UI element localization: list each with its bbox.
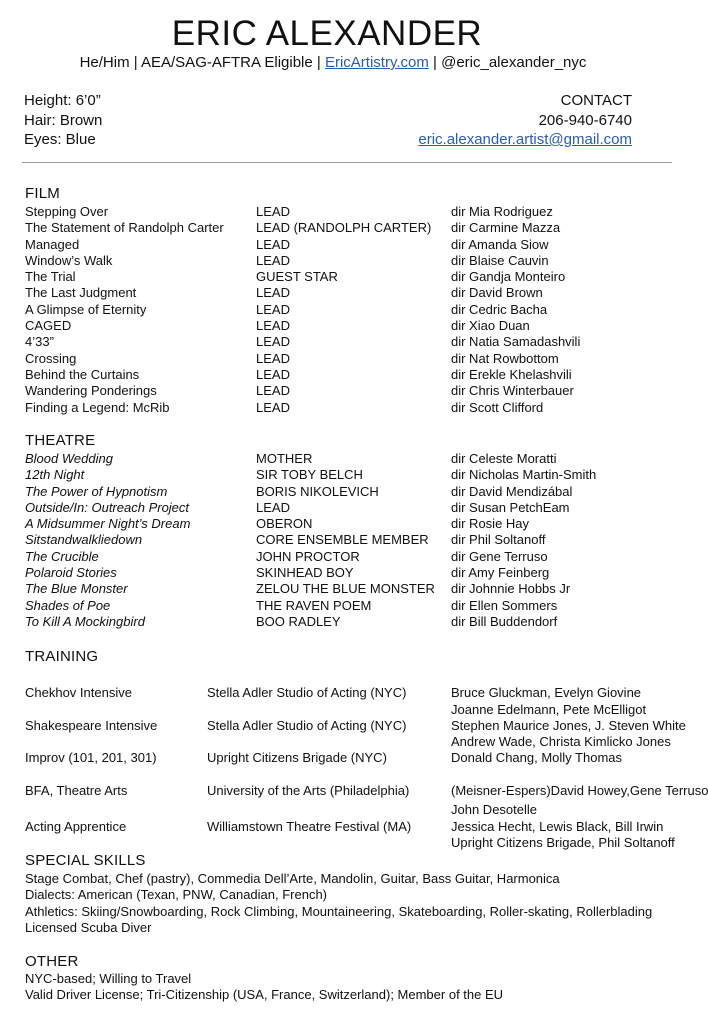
eyes-stat: Eyes: Blue [24, 131, 96, 148]
play-title: Outside/In: Outreach Project [25, 499, 190, 515]
skill-line: Licensed Scuba Diver [25, 919, 152, 935]
training-teachers: Bruce Gluckman, Evelyn Giovine [451, 685, 642, 700]
film-director: dir Nat Rowbottom [451, 350, 559, 366]
training-teachers: Stephen Maurice Jones, J. Steven White [451, 718, 686, 733]
film-title: 4’33” [25, 334, 54, 350]
training-teachers: John Desotelle [451, 802, 537, 817]
play-director: dir Phil Soltanoff [451, 532, 546, 548]
play-title: A Midsummer Night’s Dream [25, 516, 191, 532]
play-role: THE RAVEN POEM [256, 597, 372, 613]
play-director: dir Amy Feinberg [451, 565, 550, 581]
film-role: LEAD [256, 301, 290, 317]
play-role: CORE ENSEMBLE MEMBER [256, 532, 429, 548]
play-director: dir Celeste Moratti [451, 451, 557, 466]
skill-line: Stage Combat, Chef (pastry), Commedia Dell’Arte, Mandolin, Guitar, Bass Guitar, Harmonica [25, 871, 560, 886]
training-program: Chekhov Intensive [25, 685, 132, 700]
film-title: Managed [25, 236, 80, 252]
play-role: LEAD [256, 499, 290, 515]
play-role: BOO RADLEY [256, 613, 341, 629]
training-school: Stella Adler Studio of Acting (NYC) [207, 685, 407, 700]
film-role: LEAD [256, 334, 290, 350]
play-role: SIR TOBY BELCH [256, 467, 363, 483]
skill-line: Dialects: American (Texan, PNW, Canadian, French) [25, 887, 328, 903]
film-role: LEAD [256, 285, 290, 301]
film-role: LEAD [256, 204, 290, 219]
training-program: Acting Apprentice [25, 819, 127, 834]
film-title: Stepping Over [25, 204, 109, 219]
film-title: Window’s Walk [25, 252, 113, 268]
film-title: The Statement of Randolph Carter [25, 220, 224, 236]
film-director: dir Scott Clifford [451, 399, 544, 415]
training-program: Shakespeare Intensive [25, 718, 158, 733]
film-role: LEAD [256, 399, 290, 415]
play-title: To Kill A Mockingbird [25, 613, 145, 629]
contact-label: CONTACT [560, 92, 632, 109]
film-director: dir Erekle Khelashvili [451, 366, 572, 382]
film-role: LEAD (RANDOLPH CARTER) [256, 220, 432, 236]
hair-stat: Hair: Brown [24, 111, 103, 129]
play-title: 12th Night [25, 467, 85, 483]
play-director: dir Rosie Hay [451, 516, 530, 532]
skills-heading: SPECIAL SKILLS [25, 852, 146, 869]
contact-block [418, 91, 632, 150]
film-heading: FILM [25, 185, 60, 202]
other-line: Valid Driver License; Tri-Citizenship (USA, France, Switzerland); Member of the EU [25, 987, 504, 1003]
play-role: SKINHEAD BOY [256, 565, 354, 581]
film-director: dir David Brown [451, 285, 543, 301]
film-director: dir Blaise Cauvin [451, 252, 549, 268]
training-school: Upright Citizens Brigade (NYC) [207, 750, 387, 765]
film-director: dir Amanda Siow [451, 236, 549, 252]
training-teachers: Joanne Edelmann, Pete McElligot [451, 702, 647, 717]
film-title: The Trial [25, 269, 76, 285]
play-role: BORIS NIKOLEVICH [256, 483, 379, 499]
play-title: The Crucible [25, 548, 99, 564]
social-handle: | @eric_alexander_nyc [433, 54, 587, 71]
film-role: LEAD [256, 350, 290, 366]
other-line: NYC-based; Willing to Travel [25, 971, 192, 986]
other-heading: OTHER [25, 953, 79, 970]
play-title: Sitstandwalkliedown [25, 532, 143, 548]
film-title: Finding a Legend: McRib [25, 399, 170, 415]
other-list [25, 971, 503, 1004]
play-role: ZELOU THE BLUE MONSTER [256, 581, 435, 597]
header-divider [22, 162, 672, 163]
film-director: dir Gandja Monteiro [451, 269, 566, 285]
play-title: The Power of Hypnotism [25, 483, 168, 499]
play-director: dir Nicholas Martin-Smith [451, 467, 597, 483]
website-link[interactable]: EricArtistry.com [324, 54, 429, 71]
play-director: dir Susan PetchEam [451, 499, 570, 515]
film-role: LEAD [256, 366, 290, 382]
film-director: dir Mia Rodriguez [451, 204, 553, 219]
header-subline [0, 53, 666, 73]
film-role: GUEST STAR [256, 269, 338, 285]
training-school: University of the Arts (Philadelphia) [207, 783, 410, 798]
play-director: dir Gene Terruso [451, 548, 548, 564]
film-title: Crossing [25, 350, 77, 366]
play-role: JOHN PROCTOR [256, 548, 360, 564]
training-teachers: Andrew Wade, Christa Kimlicko Jones [451, 734, 671, 749]
film-director: dir Carmine Mazza [451, 220, 561, 236]
film-title: Behind the Curtains [25, 366, 140, 382]
film-title: The Last Judgment [25, 285, 137, 301]
theatre-heading: THEATRE [25, 432, 96, 449]
film-role: LEAD [256, 383, 290, 399]
training-teachers: (Meisner-Espers)David Howey,Gene Terruso [451, 783, 708, 798]
film-director: dir Xiao Duan [451, 318, 530, 334]
play-title: Shades of Poe [25, 597, 111, 613]
training-heading: TRAINING [25, 648, 99, 665]
resume-name: ERIC ALEXANDER [171, 14, 483, 53]
play-title: Blood Wedding [25, 451, 113, 466]
film-title: CAGED [25, 318, 72, 334]
film-director: dir Natia Samadashvili [451, 334, 581, 350]
physical-stats [24, 91, 102, 150]
skill-line: Athletics: Skiing/Snowboarding, Rock Climbing, Mountaineering, Skateboarding, Roller-skating, Rollerblading [25, 903, 653, 919]
film-role: LEAD [256, 252, 290, 268]
play-director: dir David Mendizábal [451, 483, 573, 499]
play-director: dir Johnnie Hobbs Jr [451, 581, 571, 597]
film-director: dir Chris Winterbauer [451, 383, 574, 399]
contact-email-link[interactable]: eric.alexander.artist@gmail.com [418, 131, 632, 148]
play-director: dir Bill Buddendorf [451, 613, 558, 629]
training-teachers: Donald Chang, Molly Thomas [451, 750, 623, 765]
play-director: dir Ellen Sommers [451, 597, 558, 613]
film-title: A Glimpse of Eternity [25, 301, 147, 317]
contact-phone: 206-940-6740 [538, 111, 632, 129]
play-title: Polaroid Stories [25, 565, 117, 581]
film-role: LEAD [256, 318, 290, 334]
play-title: The Blue Monster [25, 581, 128, 597]
training-program: Improv (101, 201, 301) [25, 750, 157, 765]
training-teachers: Upright Citizens Brigade, Phil Soltanoff [451, 835, 675, 850]
film-title: Wandering Ponderings [25, 383, 157, 399]
film-director: dir Cedric Bacha [451, 301, 548, 317]
training-school: Williamstown Theatre Festival (MA) [207, 819, 412, 834]
training-program: BFA, Theatre Arts [25, 783, 128, 798]
skills-list [25, 871, 652, 936]
play-role: MOTHER [256, 451, 313, 466]
play-role: OBERON [256, 516, 313, 532]
height-stat: Height: 6’0” [24, 92, 101, 109]
pronouns-union: He/Him | AEA/SAG-AFTRA Eligible | [79, 54, 321, 71]
film-role: LEAD [256, 236, 290, 252]
training-teachers: Jessica Hecht, Lewis Black, Bill Irwin [451, 819, 664, 834]
training-school: Stella Adler Studio of Acting (NYC) [207, 718, 407, 733]
